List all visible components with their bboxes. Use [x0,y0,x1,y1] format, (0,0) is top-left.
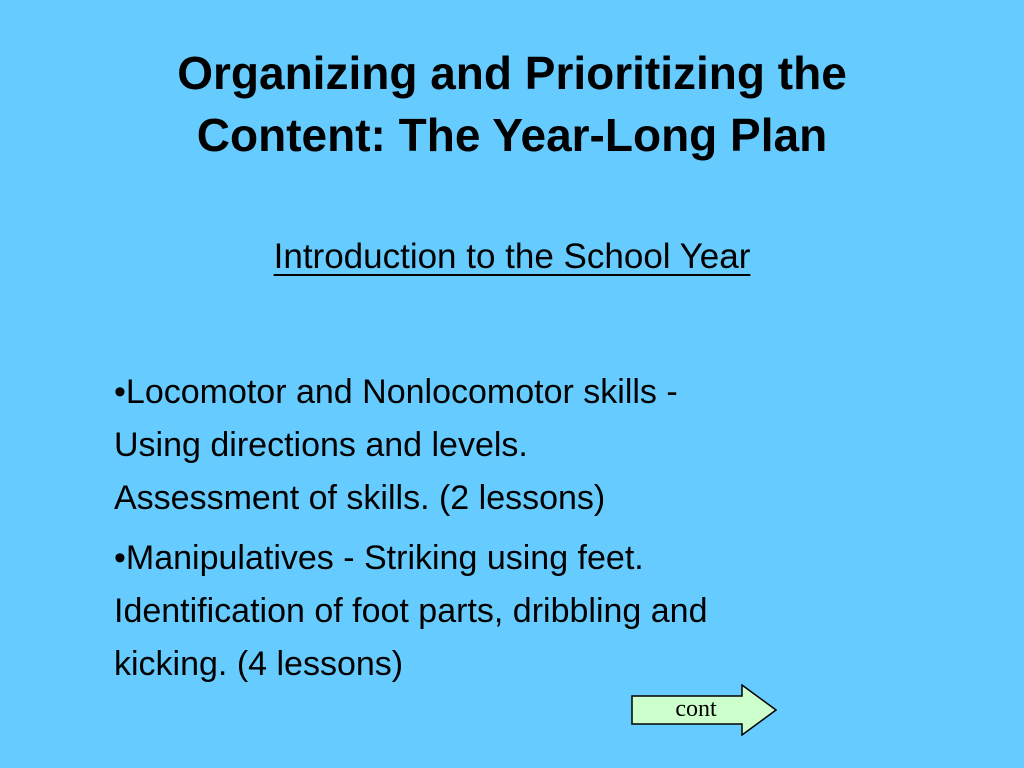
continue-button[interactable] [631,684,777,736]
bullet-1-line-3: Assessment of skills. (2 lessons) [114,479,606,517]
bullet-item-locomotor [114,366,944,525]
bullet-1-line-2: Using directions and levels. [114,426,528,464]
bullet-item-manipulatives [114,532,944,691]
slide-subtitle [40,232,984,282]
bullet-1-line-1: •Locomotor and Nonlocomotor skills - [114,373,678,411]
title-line-1: Organizing and Prioritizing the [177,47,847,99]
subtitle-text: Introduction to the School Year [273,237,751,276]
title-line-2: Content: The Year-Long Plan [196,109,828,161]
continue-button-label: cont [675,696,717,722]
slide-title [40,42,984,166]
bullet-list [114,366,944,698]
bullet-2-line-1: •Manipulatives - Striking using feet. [114,539,644,577]
bullet-2-line-2: Identification of foot parts, dribbling and [114,592,708,630]
bullet-2-line-3: kicking. (4 lessons) [114,645,404,683]
